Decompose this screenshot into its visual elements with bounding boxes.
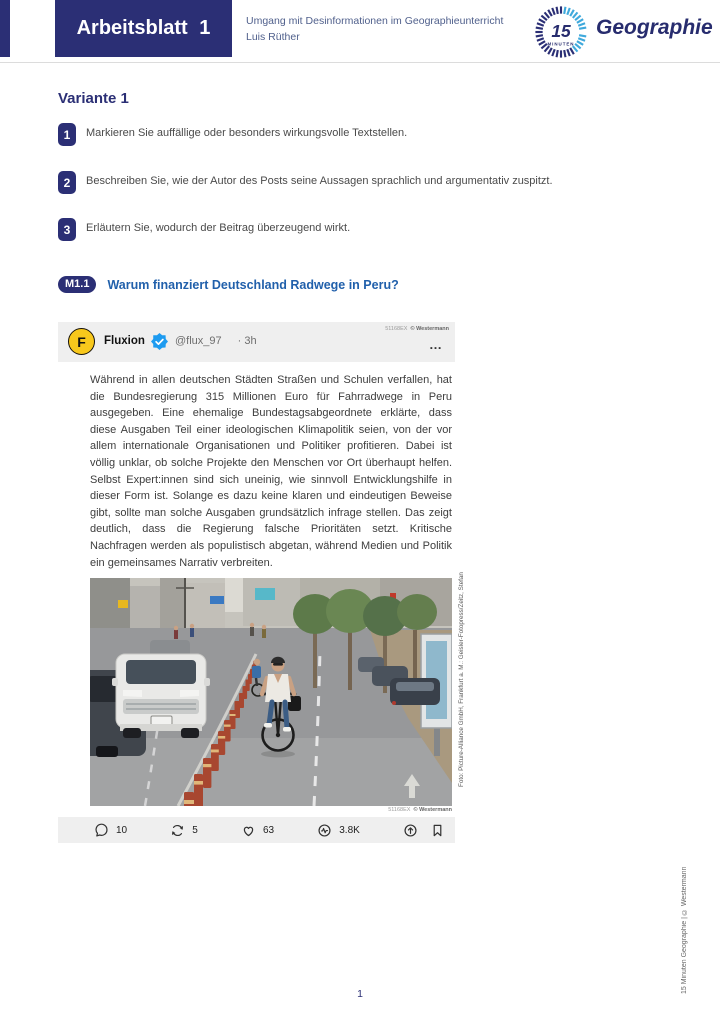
verified-badge-icon [151, 333, 168, 350]
watermark-bottom: 51168EX © Westermann [388, 807, 452, 814]
post-timestamp: · 3h [237, 335, 257, 347]
header-divider [0, 62, 720, 63]
side-footer: 15 Minuten Geographie | © Westermann [681, 866, 688, 994]
header-subtitle-block [246, 13, 503, 45]
worksheet-label-box [55, 0, 232, 57]
post-author[interactable]: Fluxion [104, 335, 145, 347]
logo-caption: MINUTEN [547, 41, 575, 47]
avatar[interactable] [68, 328, 95, 355]
share-icon[interactable] [403, 823, 418, 838]
street-scene-image [90, 578, 452, 806]
task-item-1 [58, 123, 678, 146]
watermark-top: 51168EX © Westermann [385, 326, 449, 332]
post-menu-button[interactable]: … [429, 337, 443, 352]
photo-credit: Foto: Picture-Alliance GmbH, Frankfurt a. M.: Geisler-Fotopress/Zeitz, Stefan [458, 572, 465, 787]
social-media-post [58, 322, 455, 843]
heart-icon[interactable] [241, 823, 256, 838]
white-suv [112, 640, 210, 738]
15-minuten-logo [532, 3, 590, 61]
brand-title: Geographie [596, 16, 713, 39]
worksheet-title: Arbeitsblatt 1 [76, 17, 211, 39]
task-text: Markieren Sie auffällige oder besonders wirkungsvolle Textstellen. [86, 127, 408, 139]
task-item-2 [58, 171, 678, 194]
like-count: 63 [262, 824, 275, 836]
comment-count: 10 [116, 824, 128, 836]
header-subtitle: Umgang mit Desinformationen im Geographieunterricht [246, 15, 504, 27]
task-number-badge: 1 [58, 123, 76, 146]
post-handle[interactable]: @flux_97 [175, 335, 222, 347]
page-number: 1 [357, 988, 363, 1000]
views-count: 3.8K [339, 824, 360, 836]
task-text: Erläutern Sie, wodurch der Beitrag überzeugend wirkt. [86, 222, 351, 234]
views-action[interactable] [317, 823, 360, 838]
logo-number: 15 [551, 20, 571, 41]
corner-stripe [0, 0, 10, 57]
material-title: Warum finanziert Deutschland Radwege in Peru? [107, 277, 399, 292]
comment-action[interactable] [94, 823, 127, 838]
comment-icon[interactable] [94, 823, 109, 838]
stopwatch-icon [532, 3, 590, 61]
post-action-bar [58, 817, 455, 843]
like-action[interactable] [241, 823, 274, 838]
bookmark-icon[interactable] [430, 823, 445, 838]
material-badge: M1.1 [58, 276, 96, 293]
post-body-text: Während in allen deutschen Städten Straßen und Schulen verfallen, hat die Bundesregierung 315 Millionen Euro für Fahrradwege in Peru ausgegeben. Eine ehemalige Bundestagsabgeordnete erklärte, dass diese Ausgaben Teil einer ideologischen Klimapolitik seien, von der vor allem internationale Organisationen und Politiker profitieren. Dabei ist völlig unklar, ob solche Projekte den Menschen vor Ort überhaupt helfen. Selbst Expert:innen sind sich uneinig, wie sinnvoll Entwicklungshilfe in dieser Form ist. Solange es dazu keine klaren und eindeutigen Beweise gibt, sollte man solche Ausgaben grundsätzlich infrage stellen. Das zeigt deutlich, dass die Regierung falsche Prioritäten setzt. Kritische Nachfragen werden als populistisch abgetan, während Medien und Politik ein gemeinsames Narrativ verbreiten. [90, 374, 452, 569]
task-item-3 [58, 218, 678, 241]
post-photo [90, 578, 452, 806]
task-number-badge: 3 [58, 218, 76, 241]
avatar-letter: F [77, 333, 86, 350]
post-header [58, 322, 455, 362]
header-author: Luis Rüther [246, 31, 300, 43]
views-icon[interactable] [317, 823, 332, 838]
task-text: Beschreiben Sie, wie der Autor des Posts seine Aussagen sprachlich und argumentativ zuspitzt. [86, 175, 553, 187]
post-meta [175, 335, 257, 347]
material-heading [58, 276, 399, 293]
repost-icon[interactable] [170, 823, 185, 838]
task-number-badge: 2 [58, 171, 76, 194]
variant-title: Variante 1 [58, 90, 129, 107]
repost-action[interactable] [170, 823, 198, 838]
repost-count: 5 [192, 824, 198, 836]
